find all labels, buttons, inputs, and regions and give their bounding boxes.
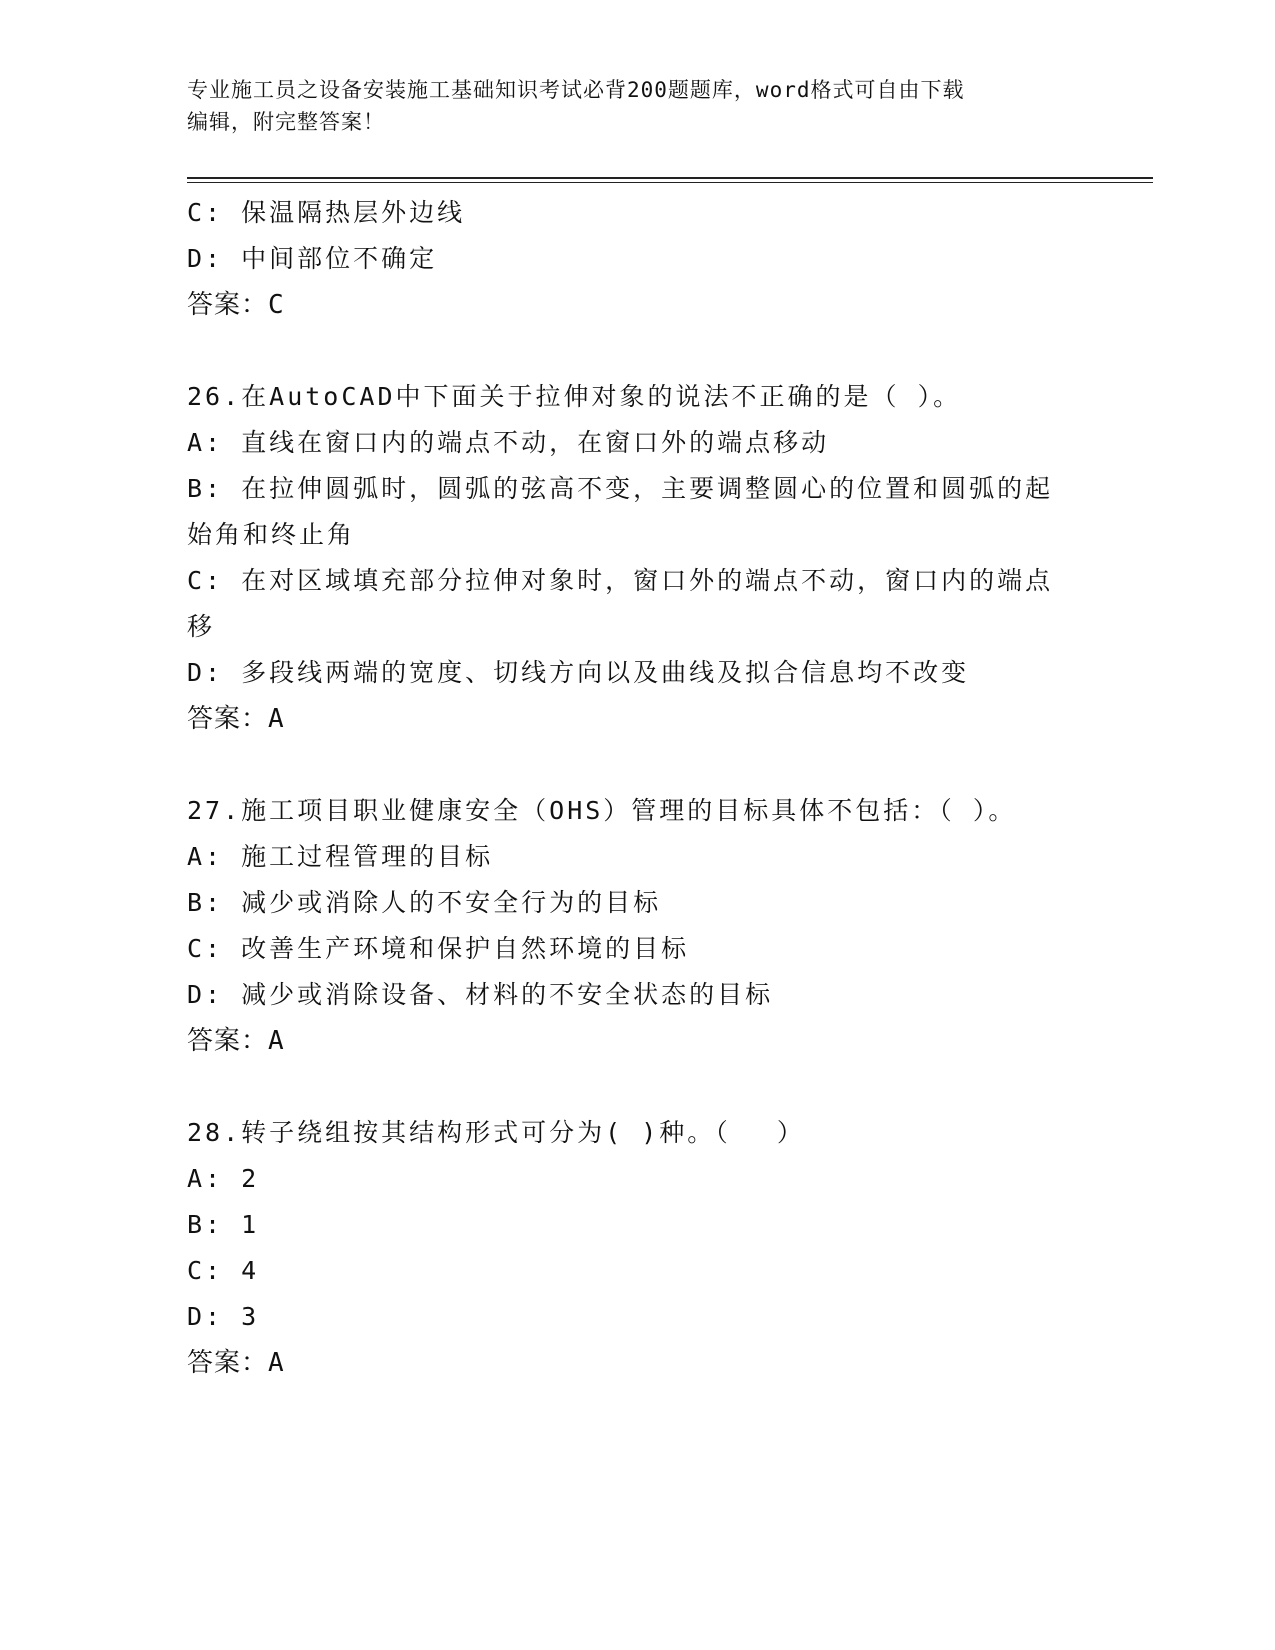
- header-title-line-2: 编辑，附完整答案！: [187, 110, 385, 134]
- answer: 答案：A: [187, 1348, 285, 1378]
- option-a: A: 直线在窗口内的端点不动，在窗口外的端点移动: [187, 428, 830, 457]
- question-list: [187, 190, 1067, 1386]
- option-b: B: 1: [187, 1210, 260, 1239]
- document-header: [187, 74, 1067, 138]
- option-a: A: 2: [187, 1164, 260, 1193]
- option-d: D: 减少或消除设备、材料的不安全状态的目标: [187, 980, 774, 1009]
- option-c: C: 在对区域填充部分拉伸对象时，窗口外的端点不动，窗口内的端点: [187, 566, 1054, 595]
- header-divider-thin: [187, 182, 1153, 183]
- answer: 答案：A: [187, 704, 285, 734]
- answer: 答案：C: [187, 290, 285, 320]
- option-c: C: 保温隔热层外边线: [187, 198, 466, 227]
- option-d: D: 多段线两端的宽度、切线方向以及曲线及拟合信息均不改变: [187, 658, 970, 687]
- option-b: B: 在拉伸圆弧时，圆弧的弦高不变，主要调整圆心的位置和圆弧的起: [187, 474, 1054, 503]
- question-stem: 28.转子绕组按其结构形式可分为( )种。（ ）: [187, 1118, 805, 1147]
- option-d: D: 中间部位不确定: [187, 244, 438, 273]
- spacer: [187, 1064, 1067, 1110]
- spacer: [187, 742, 1067, 788]
- option-d: D: 3: [187, 1302, 260, 1331]
- question-28: [187, 1110, 1067, 1386]
- header-title-line-1: 专业施工员之设备安装施工基础知识考试必背200题题库，word格式可自由下载: [187, 78, 965, 102]
- question-26: [187, 374, 1067, 742]
- option-b: B: 减少或消除人的不安全行为的目标: [187, 888, 662, 917]
- question-stem: 26.在AutoCAD中下面关于拉伸对象的说法不正确的是（ ）。: [187, 382, 962, 411]
- spacer: [187, 328, 1067, 374]
- option-a: A: 施工过程管理的目标: [187, 842, 494, 871]
- question-25-continued: [187, 190, 1067, 328]
- header-divider-thick: [187, 177, 1153, 179]
- option-c: C: 改善生产环境和保护自然环境的目标: [187, 934, 690, 963]
- question-27: [187, 788, 1067, 1064]
- option-b-continued: 始角和终止角: [187, 520, 356, 549]
- question-stem: 27.施工项目职业健康安全（OHS）管理的目标具体不包括：（ ）。: [187, 796, 1017, 825]
- option-c: C: 4: [187, 1256, 260, 1285]
- answer: 答案：A: [187, 1026, 285, 1056]
- option-c-continued: 移: [187, 612, 216, 641]
